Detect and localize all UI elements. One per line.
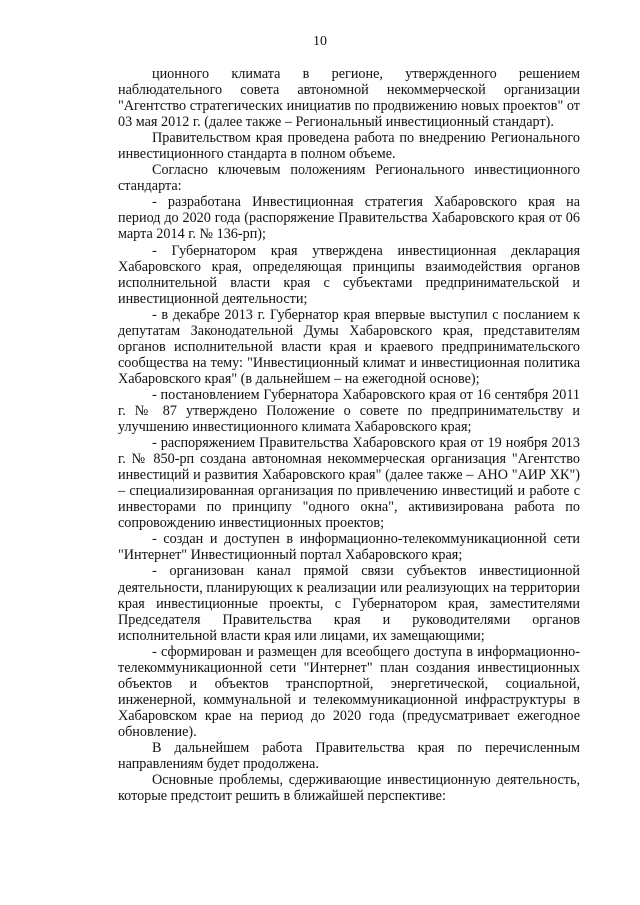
paragraph-work-continues: В дальнейшем работа Правительства края по перечисленным направлениям будет продолжена. [118,739,580,773]
document-body [118,66,580,804]
list-item-investment-agency: - распоряжением Правительства Хабаровского края от 19 ноября 2013 г. № 850-рп создана автономная некоммерческая организация "Агентство инвестиций и развития Хабаровского края" (далее также – АНО "АИР ХК") – специализированная организация по привлечению инвестиций и работе с инвесторами по принципу "одного окна", активизирована работа по сопровождению инвестиционных проектов; [118,435,580,532]
list-item-investment-strategy: - разработана Инвестиционная стратегия Хабаровского края на период до 2020 года (распоряжение Правительства Хабаровского края от 06 марта 2014 г. № 136-рп); [118,194,580,243]
list-item-investment-portal: - создан и доступен в информационно-телекоммуникационной сети "Интернет" Инвестиционный портал Хабаровского края; [118,531,580,564]
paragraph-key-provisions: Согласно ключевым положениям Регионального инвестиционного стандарта: [118,162,580,195]
list-item-direct-channel: - организован канал прямой связи субъектов инвестиционной деятельности, планирующих к реализации или реализующих на территории края инвестиционные проекты, с Губернатором края, заместителями Председателя Правительства края и руководителями органов исполнительной власти края или лицами, их замещающими; [118,563,580,644]
page-number: 10 [313,34,327,49]
paragraph-standard-implementation: Правительством края проведена работа по внедрению Регионального инвестиционного стандарта в полном объеме. [118,130,580,163]
list-item-governor-address: - в декабре 2013 г. Губернатор края впервые выступил с посланием к депутатам Законодательной Думы Хабаровского края, представителям органов исполнительной власти края и краевого предпринимательского сообщества на тему: "Инвестиционный климат и инвестиционная политика Хабаровского края" (в дальнейшем – на ежегодной основе); [118,306,580,387]
paragraph-intro-continuation: ционного климата в регионе, утвержденного решением наблюдательного совета автономной некоммерческой организации "Агентство стратегических инициатив по продвижению новых проектов" от 03 мая 2012 г. (далее также – Региональный инвестиционный стандарт). [118,66,580,131]
list-item-council-regulation: - постановлением Губернатора Хабаровского края от 16 сентября 2011 г. № 87 утверждено Положение о совете по предпринимательству и улучшению инвестиционного климата Хабаровского края; [118,386,580,436]
list-item-infrastructure-plan: - сформирован и размещен для всеобщего доступа в информационно-телекоммуникационной сети "Интернет" план создания инвестиционных объектов и объектов транспортной, энергетической, социальной, инженерной, коммунальной и телекоммуникационной инфраструктуры в Хабаровском крае на период до 2020 года (предусматривает ежегодное обновление). [118,643,580,740]
list-item-investment-declaration: - Губернатором края утверждена инвестиционная декларация Хабаровского края, определяющая принципы взаимодействия органов исполнительной власти края с субъектами предпринимательской и инвестиционной деятельности; [118,242,580,307]
paragraph-main-problems: Основные проблемы, сдерживающие инвестиционную деятельность, которые предстоит решить в ближайшей перспективе: [118,772,580,805]
